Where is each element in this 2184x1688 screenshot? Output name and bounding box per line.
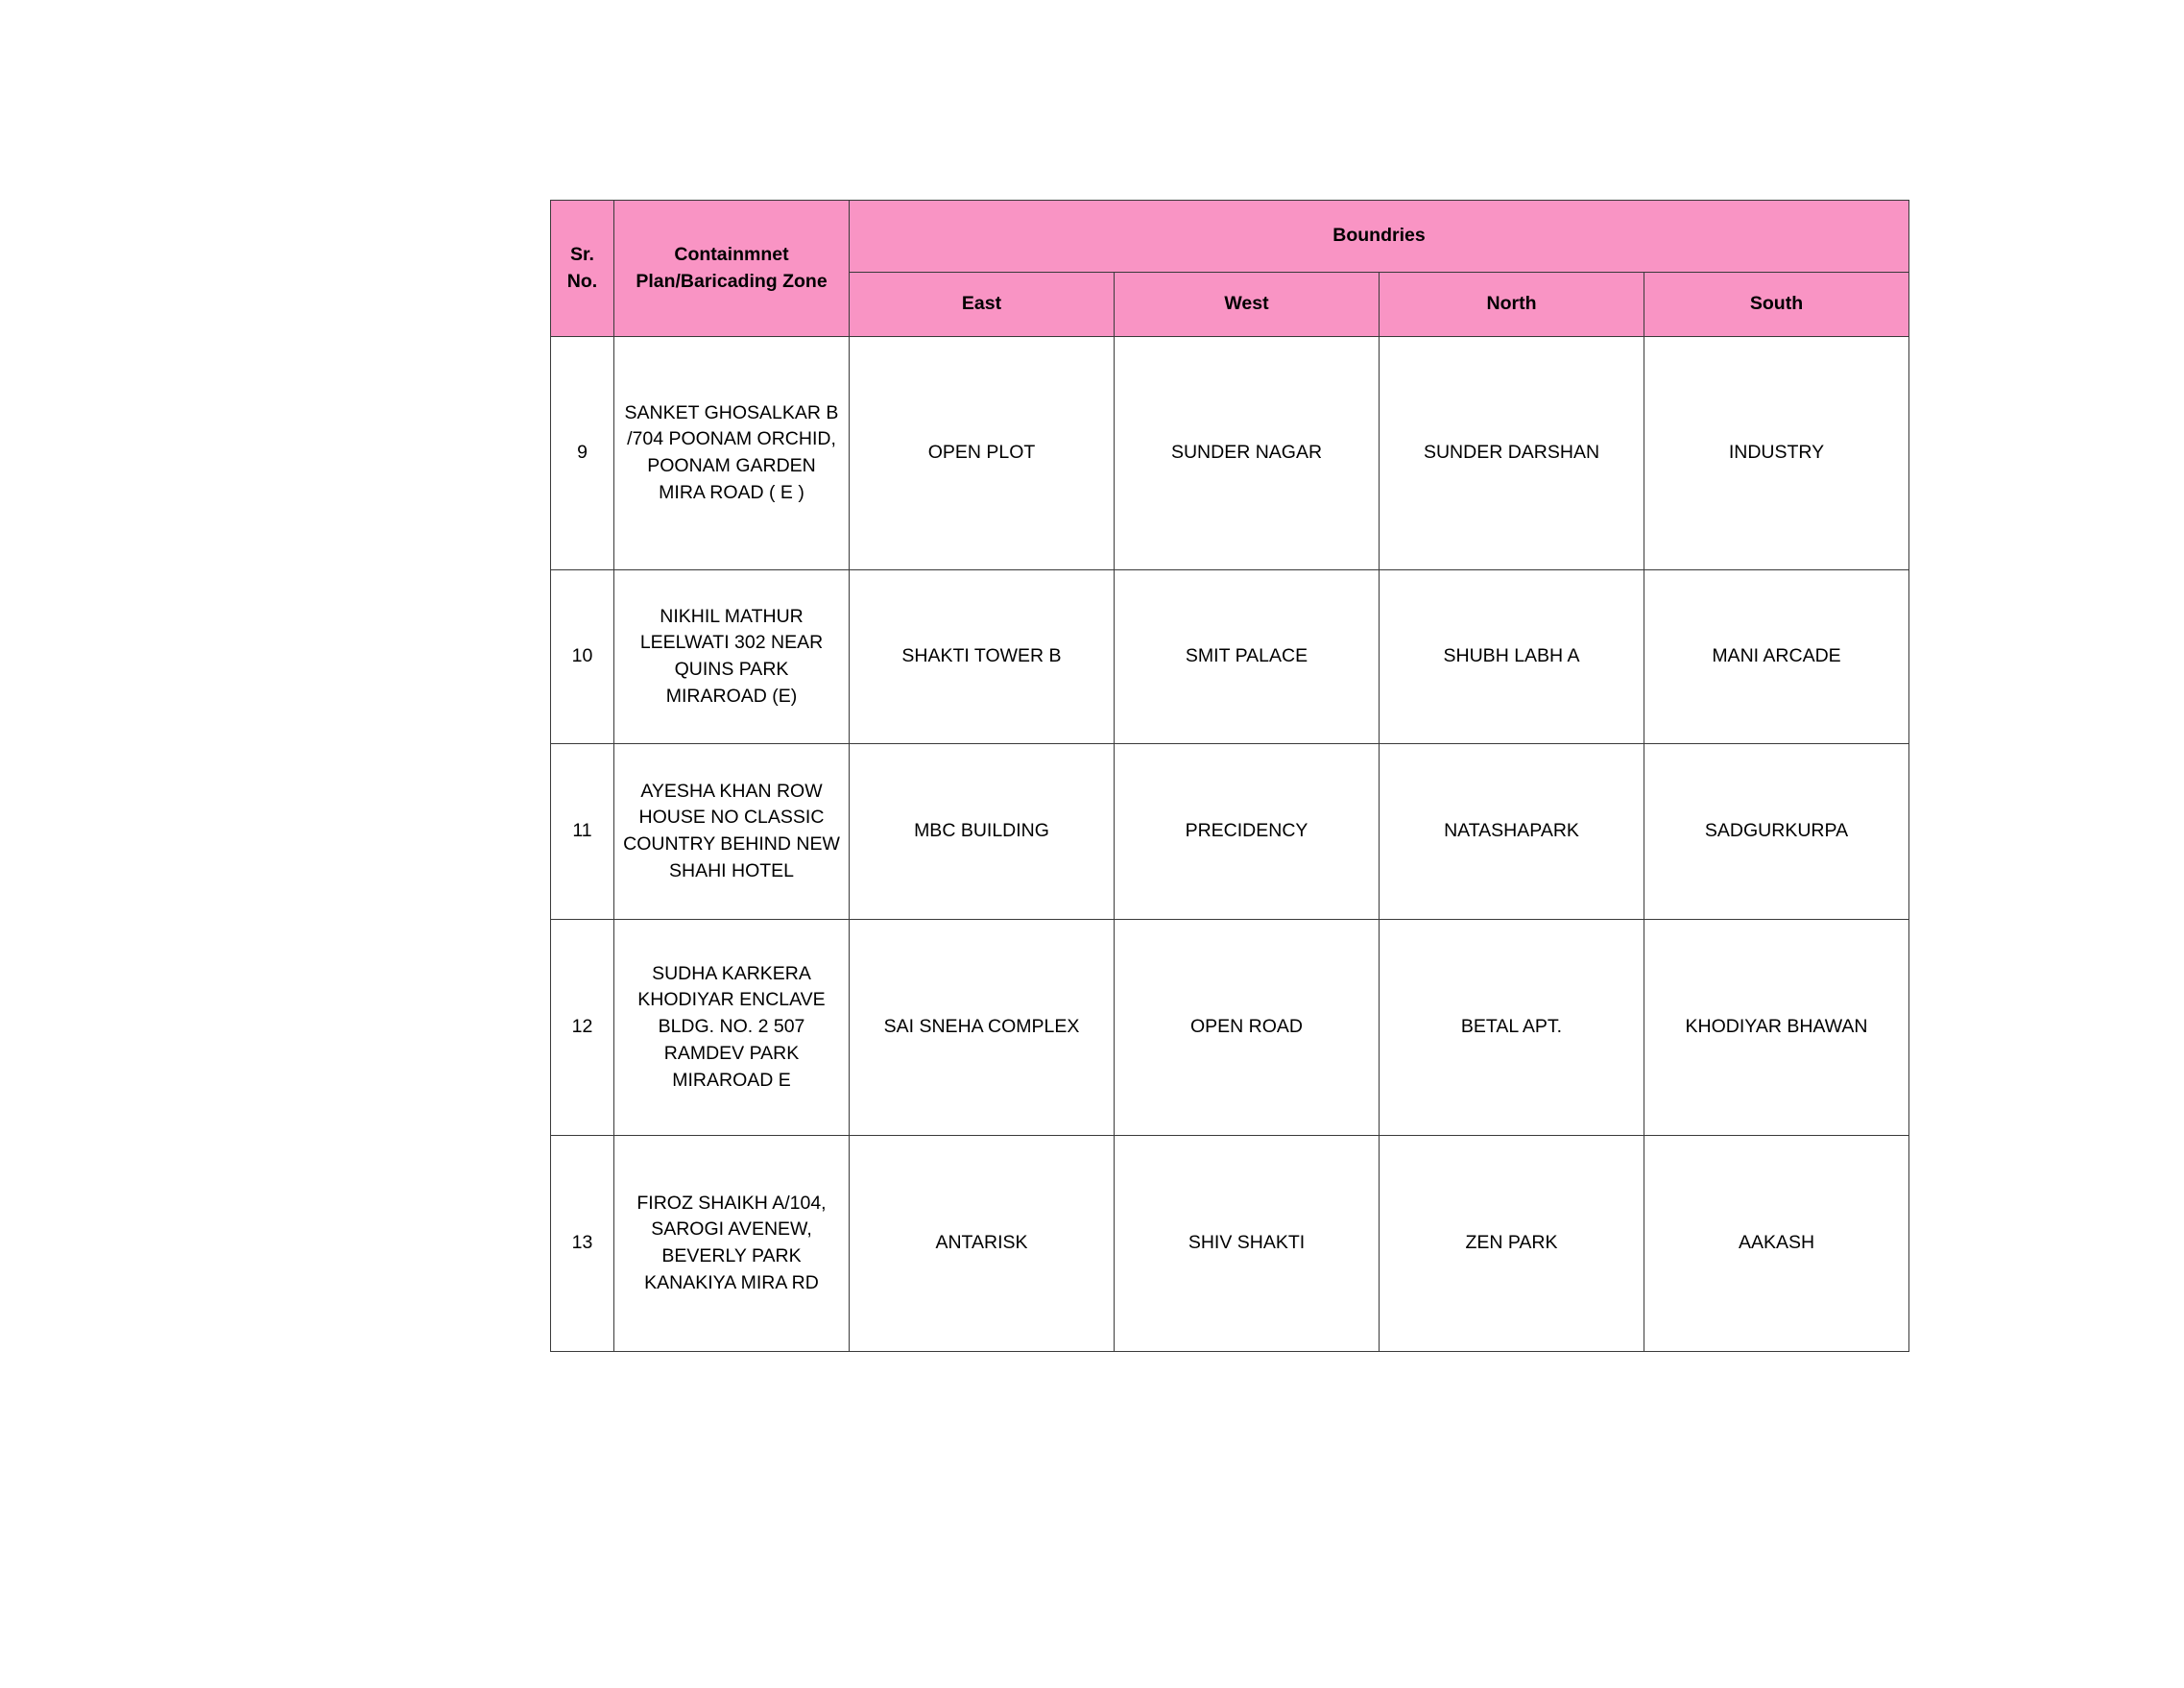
cell-east: ANTARISK: [850, 1136, 1115, 1352]
cell-zone: SUDHA KARKERA KHODIYAR ENCLAVE BLDG. NO. 2 507 RAMDEV PARK MIRAROAD E: [614, 920, 850, 1136]
cell-zone: FIROZ SHAIKH A/104, SAROGI AVENEW, BEVERLY PARK KANAKIYA MIRA RD: [614, 1136, 850, 1352]
table-header: [551, 201, 1909, 337]
column-header-zone: Containmnet Plan/Baricading Zone: [614, 201, 850, 337]
cell-south: INDUSTRY: [1644, 337, 1909, 570]
cell-north: NATASHAPARK: [1380, 744, 1644, 920]
cell-north: SUNDER DARSHAN: [1380, 337, 1644, 570]
column-header-boundries: Boundries: [850, 201, 1909, 273]
cell-zone: AYESHA KHAN ROW HOUSE NO CLASSIC COUNTRY BEHIND NEW SHAHI HOTEL: [614, 744, 850, 920]
cell-west: SUNDER NAGAR: [1115, 337, 1380, 570]
cell-south: MANI ARCADE: [1644, 570, 1909, 744]
cell-zone: SANKET GHOSALKAR B /704 POONAM ORCHID, POONAM GARDEN MIRA ROAD ( E ): [614, 337, 850, 570]
table-row: [551, 337, 1909, 570]
table-body: [551, 337, 1909, 1352]
column-header-north: North: [1380, 273, 1644, 337]
cell-west: SMIT PALACE: [1115, 570, 1380, 744]
table-header-row-1: [551, 201, 1909, 273]
column-header-sr-no: Sr. No.: [551, 201, 614, 337]
cell-west: OPEN ROAD: [1115, 920, 1380, 1136]
cell-south: SADGURKURPA: [1644, 744, 1909, 920]
cell-east: SAI SNEHA COMPLEX: [850, 920, 1115, 1136]
table-row: [551, 744, 1909, 920]
cell-east: SHAKTI TOWER B: [850, 570, 1115, 744]
cell-sr-no: 12: [551, 920, 614, 1136]
cell-zone: NIKHIL MATHUR LEELWATI 302 NEAR QUINS PARK MIRAROAD (E): [614, 570, 850, 744]
cell-east: MBC BUILDING: [850, 744, 1115, 920]
table-row: [551, 1136, 1909, 1352]
column-header-south: South: [1644, 273, 1909, 337]
cell-north: ZEN PARK: [1380, 1136, 1644, 1352]
cell-east: OPEN PLOT: [850, 337, 1115, 570]
cell-west: SHIV SHAKTI: [1115, 1136, 1380, 1352]
cell-south: AAKASH: [1644, 1136, 1909, 1352]
cell-sr-no: 9: [551, 337, 614, 570]
table-row: [551, 570, 1909, 744]
cell-west: PRECIDENCY: [1115, 744, 1380, 920]
column-header-east: East: [850, 273, 1115, 337]
cell-sr-no: 11: [551, 744, 614, 920]
cell-north: SHUBH LABH A: [1380, 570, 1644, 744]
column-header-west: West: [1115, 273, 1380, 337]
table-row: [551, 920, 1909, 1136]
containment-zone-table-wrapper: [550, 200, 1908, 1352]
containment-zone-table: [550, 200, 1909, 1352]
cell-sr-no: 13: [551, 1136, 614, 1352]
cell-sr-no: 10: [551, 570, 614, 744]
cell-north: BETAL APT.: [1380, 920, 1644, 1136]
cell-south: KHODIYAR BHAWAN: [1644, 920, 1909, 1136]
